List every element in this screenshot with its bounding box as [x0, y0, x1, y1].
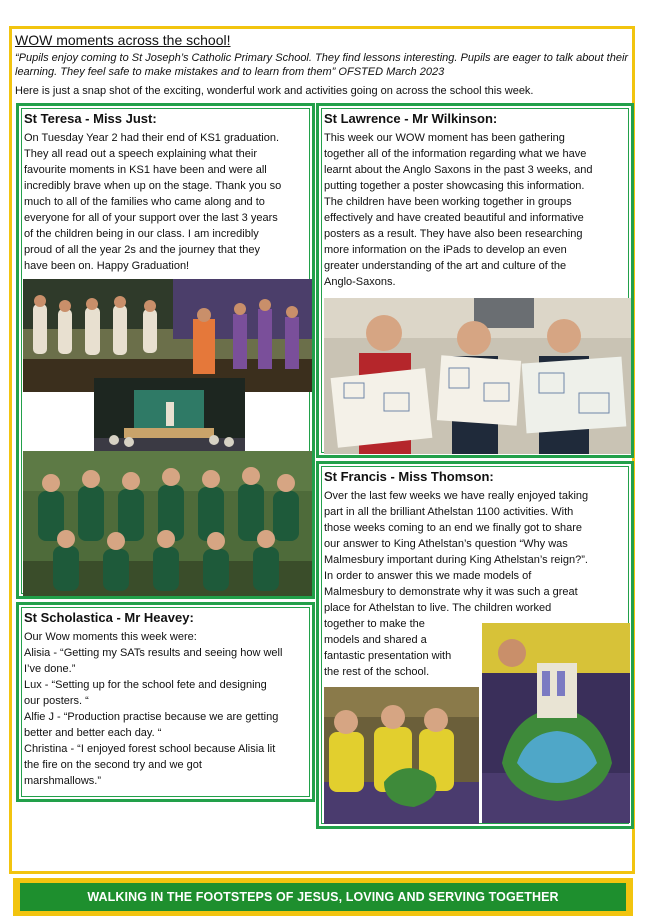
section-title: St Francis - Miss Thomson: — [324, 469, 494, 484]
section-st-francis — [316, 461, 634, 829]
section-st-scholastica — [16, 602, 315, 802]
malmesbury-model-photo — [482, 623, 630, 823]
class-group-photo — [23, 451, 312, 596]
section-text: This week our WOW moment has been gathering together all of the information regarding what we have learnt about the Anglo Saxons in the past 3 weeks, and putting together a poster showcasing this information. The children have been working together in groups effectively and have created beautiful and informative posters as a result. They have also been researching more information on the iPads to develop an even greater understanding of the art and culture of the Anglo-Saxons. — [324, 132, 593, 288]
intro-text: Here is just a snap shot of the exciting, wonderful work and activities going on across the school this week. — [15, 85, 534, 97]
page-title: WOW moments across the school! — [15, 32, 231, 48]
section-text-continued: together to make the models and shared a fantastic presentation with the rest of the school. — [324, 618, 452, 678]
section-text: Our Wow moments this week were: Alisia - “Getting my SATs results and seeing how well I’ve done.” Lux - “Setting up for the school fete and designing our posters. “ Alfie J - “Production practise because we are getting better and better each day. “ Christina - “I enjoyed forest school because Alisia lit the fire on the second try and we got marshmallows.” — [24, 631, 283, 787]
section-title: St Lawrence - Mr Wilkinson: — [324, 111, 498, 126]
anglo-saxon-posters-photo — [324, 298, 631, 454]
section-title: St Scholastica - Mr Heavey: — [24, 610, 194, 625]
school-motto-banner: WALKING IN THE FOOTSTEPS OF JESUS, LOVING AND SERVING TOGETHER — [20, 883, 626, 911]
children-with-model-photo — [324, 687, 479, 824]
section-text: Over the last few weeks we have really enjoyed taking part in all the brilliant Athelstan 1100 activities. With those weeks coming to an end we finally got to share our answer to King Athelstan’s question “Why was Malmesbury important during King Athelstan’s reign?”. In order to answer this we made models of Malmesbury to demonstrate why it was such a great place for Athelstan to live. The children worked — [324, 490, 589, 614]
section-text: On Tuesday Year 2 had their end of KS1 graduation. They all read out a speech explaining what their favourite moments in KS1 have been and were all incredibly brave when up on the stage. Thank you so much to all of the families who came along and to everyone for all of your support over the last 3 years of the children being in our class. I am incredibly proud of all the year 2s and the journey that they have been on. Happy Graduation! — [24, 132, 282, 272]
section-title: St Teresa - Miss Just: — [24, 111, 157, 126]
stage-photo — [94, 378, 245, 451]
ofsted-quote: “Pupils enjoy coming to St Joseph’s Catholic Primary School. They find lessons interesting. Pupils are eager to talk about their learning. They feel safe to make mistakes and to learn from them” OFSTED March 2023 — [15, 52, 629, 78]
graduation-photo — [23, 279, 312, 392]
section-st-teresa — [16, 103, 315, 599]
section-st-lawrence — [316, 103, 634, 458]
